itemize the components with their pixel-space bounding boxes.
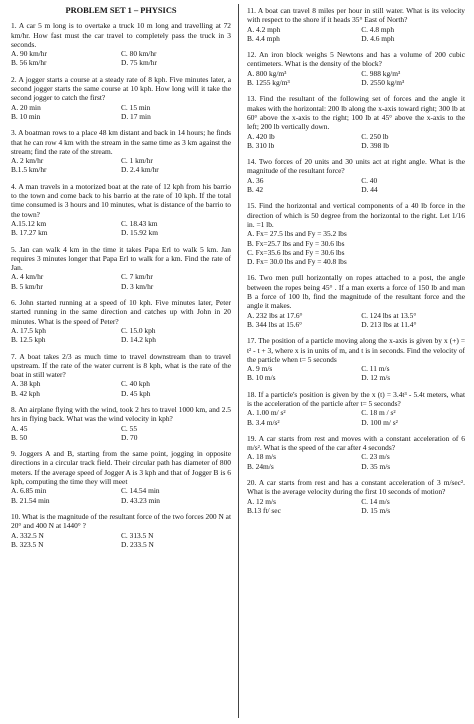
problem-item [247,273,465,329]
answer-option: A. 18 m/s [247,452,276,462]
answer-option: B. 10 m/s [247,373,276,383]
answer-option: D. 15.92 km [121,228,158,238]
problem-question: 2. A jogger starts a course at a steady rate of 8 kph. Five minutes later, a second jogger starts the same course at 10 kph. How long will it take the second jogger to catch the first? [11,74,231,103]
problem-item [11,21,231,67]
answer-option: A. 17.5 kph [11,325,46,335]
answer-options [247,176,465,195]
answer-options [11,424,231,443]
answer-option: D. 44 [361,185,378,195]
problem-question: 10. What is the magnitude of the resultant force of the two forces 200 N at 20° and 400 N at 1440° ? [11,511,231,531]
problem-item [247,94,465,150]
answer-option: A. 9 m/s [247,364,273,374]
problem-question: 11. A boat can travel 8 miles per hour in still water. What is its velocity with respect to the shore if it heads 35° East of North? [247,6,465,25]
answer-option: B. 10 min [11,111,41,121]
problem-question: 7. A boat takes 2/3 as much time to travel downstream than to travel upstream. If the rate of the water current is 8 kph, what is the rate of the boat in still water? [11,351,231,380]
answer-options [11,49,231,68]
problem-question: 5. Jan can walk 4 km in the time it takes Papa Erl to walk 5 km. Jan requires 3 minutes longer that Papa Erl to walk for a km. Find the rate of Jan. [11,244,231,273]
problem-item [11,128,231,174]
answer-options [11,531,231,550]
answer-option [361,248,465,257]
problem-question: 6. John started running at a speed of 10 kph. Five minutes later, Peter started running in the same direction and catches up with John in 20 minutes. What is the speed of Peter? [11,298,231,326]
problem-item [247,157,465,194]
answer-option: D. 100 m/ s² [361,417,398,427]
answer-option: C. 23 m/s [361,452,390,462]
answer-option: C. 4.8 mph [361,24,395,34]
answer-option: C. 250 lb [361,131,389,141]
left-column [11,6,231,556]
answer-option: B. 344 lbs at 15.6° [247,319,303,329]
answer-option: A. 420 lb [247,131,275,141]
problem-item [11,352,231,398]
answer-option: D. 15 m/s [361,505,391,515]
problem-item [11,449,231,505]
answer-option: B.1.5 km/hr [11,165,47,175]
answer-option: C. 80 km/hr [121,49,157,59]
problem-question: 12. An iron block weighs 5 Newtons and has a volume of 200 cubic centimeters. What is the density of the block? [247,50,465,69]
problem-item [247,434,465,471]
answer-options [247,132,465,151]
answer-options [11,219,231,238]
answer-option: B. 42 kph [11,388,40,398]
answer-option: C. 11 m/s [361,364,390,374]
problem-question: 13. Find the resultant of the following set of forces and the angle it makes with the horizontal: 200 lb along the x-axis toward right; 300 lb at 60° above the x-axis to the right; 100 lb at 45° above the x-axis to the left; 200 lb vertically down. [247,94,465,132]
answer-options [11,379,231,398]
problem-item [11,245,231,291]
answer-option [361,257,465,266]
answer-options [247,69,465,88]
answer-option: D. 75 km/hr [121,58,157,68]
answer-option: A. 232 lbs at 17.6° [247,310,303,320]
answer-option: C. 40 kph [121,379,150,389]
answer-option [361,239,465,248]
answer-options [247,452,465,471]
answer-option: D. 2550 kg/m³ [361,78,405,88]
answer-options [247,408,465,427]
problem-item [247,478,465,515]
answer-option: C. 18.43 km [121,218,158,228]
answer-options [247,497,465,516]
problem-question: 15. Find the horizontal and vertical components of a 40 lb force in the direction of which is 50 degree from the horizontal to the right. Let 1/16 in. =1 lb. [247,201,465,229]
problem-item [247,201,465,266]
answer-option: C. 15 min [121,102,151,112]
answer-option: B. 4.4 mph [247,33,280,43]
answer-option: A. 4.2 mph [247,24,281,34]
answer-option: C. 7 km/hr [121,272,153,282]
answer-option: C. 313.5 N [121,530,154,540]
answer-options [11,272,231,291]
answer-option: A. 36 [247,175,264,185]
answer-option: B. 42 [247,185,264,195]
problem-item [11,298,231,344]
problem-item [11,512,231,549]
problem-question: 4. A man travels in a motorized boat at the rate of 12 kph from his barrio to the town and come back to his barrio at the rate of 10 kph. If the total time consumed is 3 hours and 10 minutes, what is distance of the barrio to the town? [11,181,231,219]
problem-question: 19. A car starts from rest and moves with a constant acceleration of 6 m/s². What is the speed of the car after 4 seconds? [247,433,465,453]
answer-option: D. 70 [121,432,138,442]
answer-option: D. 398 lb [361,140,389,150]
problem-question: 14. Two forces of 20 units and 30 units act at right angle. What is the magnitude of the resultant force? [247,157,465,176]
problem-question: 9. Joggers A and B, starting from the same point, jogging in opposite directions in a circular track field. Their circular path has diameter of 800 meters. If the average speed of Jogger A is 3 kph and that of Jogger B is 6 kph, computing the time they will meet [11,449,231,487]
answer-option: C. 1 km/hr [121,156,153,166]
answer-option: C. 15.0 kph [121,325,156,335]
answer-option: B. 1255 kg/m³ [247,78,290,88]
problem-item [247,6,465,43]
answer-option: B. 17.27 km [11,228,48,238]
problem-item [247,50,465,87]
problem-question: 3. A boatman rows to a place 48 km distant and back in 14 hours; he finds that he can row 4 km with the stream in the same time as 3 km against the stream; find the rate of the stream. [11,128,231,156]
answer-option: B. 50 [11,432,28,442]
answer-option: B. 323.5 N [11,539,44,549]
right-column [247,6,465,522]
page-title: PROBLEM SET 1 – PHYSICS [65,6,177,15]
answer-option: D. 4.6 mph [361,33,395,43]
answer-option: D. 12 m/s [361,373,391,383]
problem-item [11,75,231,121]
problem-question: 8. An airplane flying with the wind, took 2 hrs to travel 1000 km, and 2.5 hrs in flying back. What was the wind velocity in kph? [11,404,231,424]
answer-option: D. Fx= 30.0 lbs and Fy = 40.8 lbs [247,257,347,267]
answer-option: D. 35 m/s [361,461,391,471]
answer-option: A.15.12 km [11,218,47,228]
problem-question: 17. The position of a particle moving along the x-axis is given by x (+) = t² - t + 3, where x is in units of m, and t is in seconds. Find the velocity of the particle when t= 5 seconds [247,336,465,364]
answer-option: A. 4 km/hr [11,272,44,282]
answer-option: D. 233.5 N [121,539,154,549]
answer-option: D. 2.4 km/hr [121,165,159,175]
problem-question: 16. Two men pull horizontally on ropes attached to a post, the angle between the ropes being 45° . If a man exerts a force of 150 lb and man B a force of 100 lb, find the magnitude of the resultant force and the angle it makes. [247,273,465,311]
answer-option: C. 988 kg/m³ [361,68,401,78]
answer-option: D. 17 min [121,111,151,121]
problem-question: 20. A car starts from rest and has a constant acceleration of 3 m/sec². What is the average velocity during the first 10 seconds of motion? [247,478,465,497]
answer-option: C. 18 m / s² [361,408,396,418]
column-divider [238,4,239,718]
problem-item [247,336,465,382]
answer-options [247,311,465,330]
answer-options [247,364,465,383]
answer-option: B. 3.4 m/s² [247,417,280,427]
left-problem-list [11,21,231,549]
answer-option: D. 45 kph [121,388,151,398]
answer-option: C. 55 [121,423,138,433]
answer-option: D. 3 km/hr [121,281,154,291]
answer-option: A. 6.85 min [11,486,47,496]
answer-option: A. Fx= 27.5 lbs and Fy = 35.2 lbs [247,229,347,239]
answer-options [11,486,231,505]
answer-option: A. 2 km/hr [11,156,44,166]
answer-option: C. Fx=35.6 lbs and Fy = 30.6 lbs [247,247,345,257]
answer-option: B.13 ft/ sec [247,505,281,515]
answer-options [11,156,231,175]
answer-options [11,326,231,345]
answer-option: B. 21.54 min [11,495,50,505]
answer-options [247,25,465,44]
right-problem-list [247,6,465,515]
answer-option: B. Fx=25.7 lbs and Fy = 30.6 lbs [247,238,345,248]
answer-option: A. 45 [11,423,28,433]
problem-item [247,390,465,427]
answer-option: D. 43.23 min [121,495,161,505]
problem-item [11,182,231,238]
answer-option: A. 332.5 N [11,530,44,540]
answer-option: C. 14 m/s [361,496,390,506]
answer-option: B. 310 lb [247,140,275,150]
answer-option: A. 20 min [11,102,41,112]
answer-option: B. 5 km/hr [11,281,43,291]
answer-option: C. 14.54 min [121,486,160,496]
answer-option: B. 12.5 kph [11,335,46,345]
answer-option [361,229,465,238]
answer-option: B. 24m/s [247,461,274,471]
answer-option: B. 56 km/hr [11,58,47,68]
answer-option: A. 90 km/hr [11,49,47,59]
problem-item [11,405,231,442]
answer-option: A. 1.00 m/ s² [247,408,286,418]
answer-option: D. 14.2 kph [121,335,156,345]
problem-question: 18. If a particle's position is given by the x (t) = 3.4t³ - 5.4t meters, what is the acceleration of the particle after t= 5 seconds? [247,389,465,408]
answer-option: A. 38 kph [11,379,41,389]
answer-options [11,103,231,122]
answer-options [247,229,465,266]
answer-option: A. 12 m/s [247,496,276,506]
answer-option: A. 800 kg/m³ [247,68,287,78]
answer-option: D. 213 lbs at 11.4° [361,319,417,329]
answer-option: C. 124 lbs at 13.5° [361,310,417,320]
answer-option: C. 40 [361,175,378,185]
problem-question: 1. A car 5 m long is to overtake a truck 10 m long and travelling at 72 km/hr. How fast must the car travel to completely pass the truck in 3 seconds. [11,21,231,49]
